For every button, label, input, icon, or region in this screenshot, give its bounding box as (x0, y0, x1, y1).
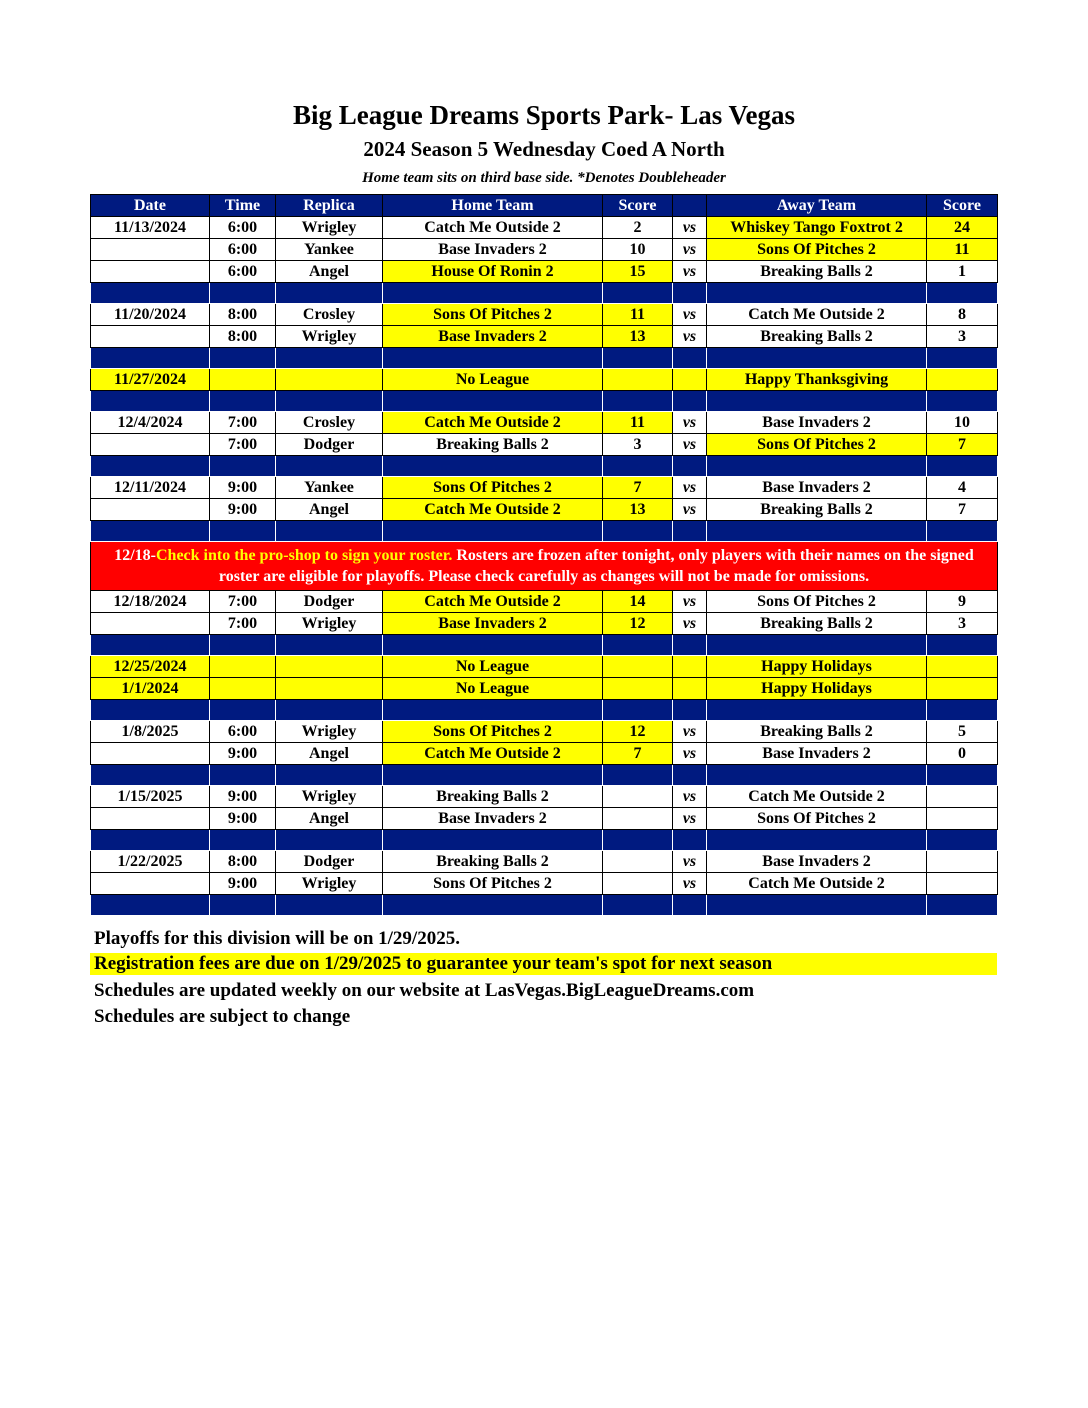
home-team-cell: No League (383, 656, 603, 678)
spacer-row (91, 348, 998, 369)
spacer-cell (707, 348, 927, 369)
spacer-cell (927, 635, 998, 656)
home-team-cell: No League (383, 678, 603, 700)
spacer-cell (603, 391, 673, 412)
home-score-cell (603, 678, 673, 700)
spacer-cell (276, 635, 383, 656)
notice-highlight: Check into the pro-shop to sign your roster. (156, 547, 453, 564)
home-team-cell: Sons Of Pitches 2 (383, 721, 603, 743)
spacer-cell (276, 830, 383, 851)
home-score-cell: 13 (603, 499, 673, 521)
spacer-row (91, 456, 998, 477)
page-title: Big League Dreams Sports Park- Las Vegas (292, 100, 796, 130)
time-cell: 6:00 (210, 721, 276, 743)
spacer-cell (673, 765, 707, 786)
spacer-cell (603, 635, 673, 656)
spacer-cell (91, 521, 210, 542)
date-cell: 1/1/2024 (91, 678, 210, 700)
away-score-cell: 5 (927, 721, 998, 743)
spacer-cell (210, 456, 276, 477)
spacer-cell (673, 521, 707, 542)
date-cell: 11/13/2024 (91, 217, 210, 239)
vs-cell: vs (673, 499, 707, 521)
replica-cell: Angel (276, 808, 383, 830)
home-score-cell (603, 786, 673, 808)
spacer-cell (383, 521, 603, 542)
spacer-cell (673, 456, 707, 477)
spacer-cell (673, 700, 707, 721)
spacer-row (91, 765, 998, 786)
column-header-vs (673, 195, 707, 217)
home-score-cell: 13 (603, 326, 673, 348)
away-score-cell (927, 369, 998, 391)
replica-cell: Crosley (276, 304, 383, 326)
spacer-row (91, 895, 998, 916)
spacer-cell (210, 635, 276, 656)
spacer-cell (927, 700, 998, 721)
date-cell (91, 239, 210, 261)
date-cell: 11/20/2024 (91, 304, 210, 326)
home-team-cell: Catch Me Outside 2 (383, 743, 603, 765)
home-team-cell: House Of Ronin 2 (383, 261, 603, 283)
game-row (91, 499, 998, 521)
home-team-cell: Catch Me Outside 2 (383, 591, 603, 613)
time-cell (210, 369, 276, 391)
away-team-cell: Base Invaders 2 (707, 743, 927, 765)
replica-cell (276, 656, 383, 678)
away-score-cell (927, 873, 998, 895)
spacer-row (91, 830, 998, 851)
spacer-cell (210, 283, 276, 304)
spacer-cell (91, 700, 210, 721)
column-header-home-score: Score (603, 195, 673, 217)
spacer-cell (383, 700, 603, 721)
home-score-cell: 12 (603, 721, 673, 743)
spacer-cell (707, 765, 927, 786)
column-header-date: Date (91, 195, 210, 217)
spacer-cell (91, 895, 210, 916)
time-cell (210, 678, 276, 700)
date-cell (91, 873, 210, 895)
home-team-cell: Breaking Balls 2 (383, 434, 603, 456)
away-team-cell: Whiskey Tango Foxtrot 2 (707, 217, 927, 239)
home-team-cell: Base Invaders 2 (383, 239, 603, 261)
registration-note: Registration fees are due on 1/29/2025 to guarantee your team's spot for next season (90, 953, 997, 975)
vs-cell: vs (673, 217, 707, 239)
vs-cell: vs (673, 851, 707, 873)
vs-cell: vs (673, 808, 707, 830)
spacer-cell (673, 283, 707, 304)
away-team-cell: Sons Of Pitches 2 (707, 434, 927, 456)
away-team-cell: Catch Me Outside 2 (707, 873, 927, 895)
spacer-cell (927, 521, 998, 542)
time-cell (210, 656, 276, 678)
spacer-cell (276, 700, 383, 721)
date-cell: 12/11/2024 (91, 477, 210, 499)
spacer-cell (91, 348, 210, 369)
game-row (91, 743, 998, 765)
away-score-cell (927, 786, 998, 808)
away-team-cell: Breaking Balls 2 (707, 261, 927, 283)
vs-cell: vs (673, 304, 707, 326)
spacer-cell (603, 765, 673, 786)
spacer-cell (707, 830, 927, 851)
away-score-cell: 10 (927, 412, 998, 434)
spacer-cell (383, 635, 603, 656)
away-team-cell: Breaking Balls 2 (707, 326, 927, 348)
spacer-cell (673, 348, 707, 369)
time-cell: 9:00 (210, 873, 276, 895)
game-row (91, 477, 998, 499)
home-score-cell (603, 656, 673, 678)
replica-cell (276, 369, 383, 391)
time-cell: 7:00 (210, 434, 276, 456)
game-row (91, 613, 998, 635)
spacer-cell (91, 456, 210, 477)
away-score-cell (927, 678, 998, 700)
spacer-cell (210, 765, 276, 786)
column-header-home-team: Home Team (383, 195, 603, 217)
roster-notice-row (91, 542, 998, 591)
away-team-cell: Sons Of Pitches 2 (707, 239, 927, 261)
away-score-cell: 0 (927, 743, 998, 765)
home-score-cell: 7 (603, 743, 673, 765)
away-score-cell (927, 656, 998, 678)
time-cell: 9:00 (210, 743, 276, 765)
away-score-cell: 24 (927, 217, 998, 239)
game-row (91, 261, 998, 283)
date-cell (91, 261, 210, 283)
away-team-cell: Sons Of Pitches 2 (707, 591, 927, 613)
vs-cell: vs (673, 261, 707, 283)
away-team-cell: Base Invaders 2 (707, 851, 927, 873)
spacer-cell (603, 283, 673, 304)
date-cell: 1/22/2025 (91, 851, 210, 873)
date-cell (91, 613, 210, 635)
time-cell: 7:00 (210, 412, 276, 434)
replica-cell: Dodger (276, 851, 383, 873)
spacer-cell (707, 521, 927, 542)
home-team-cell: Base Invaders 2 (383, 808, 603, 830)
roster-notice (91, 542, 998, 591)
away-team-cell: Breaking Balls 2 (707, 613, 927, 635)
away-score-cell: 8 (927, 304, 998, 326)
spacer-cell (383, 456, 603, 477)
time-cell: 7:00 (210, 613, 276, 635)
notice-text: Rosters are frozen after tonight, only players with their names on the signed roster are eligible for playoffs. Please check carefully as changes will not be made for omissions. (218, 547, 974, 585)
game-row (91, 591, 998, 613)
schedule-change-note: Schedules are subject to change (94, 1006, 351, 1027)
spacer-cell (707, 635, 927, 656)
home-team-note: Home team sits on third base side. *Denotes Doubleheader (362, 170, 726, 186)
away-team-cell: Catch Me Outside 2 (707, 786, 927, 808)
spacer-cell (383, 283, 603, 304)
vs-cell: vs (673, 434, 707, 456)
column-header-replica: Replica (276, 195, 383, 217)
spacer-cell (210, 391, 276, 412)
away-score-cell (927, 851, 998, 873)
no-league-row (91, 656, 998, 678)
spacer-cell (383, 765, 603, 786)
home-score-cell: 7 (603, 477, 673, 499)
game-row (91, 304, 998, 326)
spacer-cell (210, 895, 276, 916)
replica-cell: Yankee (276, 477, 383, 499)
away-score-cell: 9 (927, 591, 998, 613)
vs-cell: vs (673, 591, 707, 613)
column-header-away-team: Away Team (707, 195, 927, 217)
home-score-cell: 3 (603, 434, 673, 456)
replica-cell: Wrigley (276, 217, 383, 239)
spacer-cell (91, 391, 210, 412)
game-row (91, 412, 998, 434)
spacer-cell (91, 635, 210, 656)
replica-cell: Wrigley (276, 786, 383, 808)
notice-date: 12/18- (114, 547, 156, 564)
spacer-cell (673, 895, 707, 916)
spacer-cell (707, 895, 927, 916)
away-team-cell: Sons Of Pitches 2 (707, 808, 927, 830)
spacer-row (91, 700, 998, 721)
home-score-cell: 2 (603, 217, 673, 239)
spacer-cell (707, 283, 927, 304)
spacer-cell (276, 283, 383, 304)
time-cell: 6:00 (210, 217, 276, 239)
spacer-cell (383, 830, 603, 851)
replica-cell: Angel (276, 261, 383, 283)
spacer-cell (276, 456, 383, 477)
spacer-cell (276, 765, 383, 786)
game-row (91, 873, 998, 895)
replica-cell: Angel (276, 743, 383, 765)
away-team-cell: Happy Holidays (707, 678, 927, 700)
spacer-cell (927, 348, 998, 369)
spacer-cell (673, 391, 707, 412)
game-row (91, 239, 998, 261)
schedule-body (91, 217, 998, 916)
spacer-cell (673, 830, 707, 851)
spacer-cell (210, 700, 276, 721)
vs-cell (673, 678, 707, 700)
date-cell: 1/15/2025 (91, 786, 210, 808)
spacer-cell (276, 348, 383, 369)
spacer-cell (210, 830, 276, 851)
away-score-cell: 7 (927, 434, 998, 456)
time-cell: 9:00 (210, 477, 276, 499)
home-score-cell: 11 (603, 412, 673, 434)
table-header-row (91, 195, 998, 217)
vs-cell: vs (673, 786, 707, 808)
spacer-cell (927, 391, 998, 412)
no-league-row (91, 369, 998, 391)
date-cell (91, 808, 210, 830)
vs-cell: vs (673, 743, 707, 765)
home-score-cell: 11 (603, 304, 673, 326)
home-team-cell: Catch Me Outside 2 (383, 217, 603, 239)
vs-cell: vs (673, 326, 707, 348)
home-score-cell: 12 (603, 613, 673, 635)
spacer-cell (603, 348, 673, 369)
spacer-cell (276, 895, 383, 916)
replica-cell: Wrigley (276, 721, 383, 743)
vs-cell: vs (673, 721, 707, 743)
game-row (91, 326, 998, 348)
spacer-cell (91, 830, 210, 851)
spacer-cell (707, 391, 927, 412)
website-note: Schedules are updated weekly on our website at LasVegas.BigLeagueDreams.com (94, 980, 755, 1001)
spacer-row (91, 521, 998, 542)
spacer-cell (603, 830, 673, 851)
date-cell (91, 499, 210, 521)
time-cell: 9:00 (210, 808, 276, 830)
spacer-cell (383, 348, 603, 369)
spacer-cell (707, 700, 927, 721)
date-cell (91, 434, 210, 456)
game-row (91, 808, 998, 830)
spacer-cell (91, 283, 210, 304)
away-team-cell: Breaking Balls 2 (707, 499, 927, 521)
home-score-cell (603, 873, 673, 895)
vs-cell: vs (673, 412, 707, 434)
spacer-cell (603, 700, 673, 721)
spacer-cell (210, 521, 276, 542)
home-team-cell: Base Invaders 2 (383, 326, 603, 348)
spacer-cell (383, 391, 603, 412)
away-team-cell: Base Invaders 2 (707, 412, 927, 434)
game-row (91, 434, 998, 456)
spacer-row (91, 635, 998, 656)
home-team-cell: Sons Of Pitches 2 (383, 304, 603, 326)
date-cell: 12/18/2024 (91, 591, 210, 613)
column-header-away-score: Score (927, 195, 998, 217)
spacer-cell (603, 456, 673, 477)
spacer-cell (927, 283, 998, 304)
game-row (91, 217, 998, 239)
vs-cell (673, 369, 707, 391)
time-cell: 9:00 (210, 499, 276, 521)
game-row (91, 786, 998, 808)
spacer-cell (603, 521, 673, 542)
away-team-cell: Base Invaders 2 (707, 477, 927, 499)
date-cell: 1/8/2025 (91, 721, 210, 743)
away-team-cell: Breaking Balls 2 (707, 721, 927, 743)
away-score-cell: 3 (927, 613, 998, 635)
replica-cell: Dodger (276, 434, 383, 456)
home-score-cell (603, 808, 673, 830)
vs-cell: vs (673, 477, 707, 499)
home-score-cell (603, 369, 673, 391)
vs-cell: vs (673, 239, 707, 261)
vs-cell: vs (673, 873, 707, 895)
vs-cell: vs (673, 613, 707, 635)
home-team-cell: Breaking Balls 2 (383, 786, 603, 808)
away-score-cell: 3 (927, 326, 998, 348)
replica-cell: Wrigley (276, 873, 383, 895)
spacer-cell (276, 521, 383, 542)
away-team-cell: Catch Me Outside 2 (707, 304, 927, 326)
replica-cell: Dodger (276, 591, 383, 613)
date-cell: 12/4/2024 (91, 412, 210, 434)
game-row (91, 851, 998, 873)
away-score-cell: 7 (927, 499, 998, 521)
page-subtitle: 2024 Season 5 Wednesday Coed A North (363, 137, 725, 161)
time-cell: 7:00 (210, 591, 276, 613)
date-cell (91, 326, 210, 348)
replica-cell: Wrigley (276, 613, 383, 635)
replica-cell: Crosley (276, 412, 383, 434)
spacer-cell (927, 456, 998, 477)
time-cell: 8:00 (210, 851, 276, 873)
spacer-row (91, 391, 998, 412)
away-score-cell: 11 (927, 239, 998, 261)
time-cell: 8:00 (210, 304, 276, 326)
playoffs-note: Playoffs for this division will be on 1/29/2025. (94, 928, 460, 949)
spacer-cell (603, 895, 673, 916)
away-team-cell: Happy Thanksgiving (707, 369, 927, 391)
spacer-cell (927, 830, 998, 851)
replica-cell: Angel (276, 499, 383, 521)
home-team-cell: Breaking Balls 2 (383, 851, 603, 873)
time-cell: 6:00 (210, 261, 276, 283)
no-league-row (91, 678, 998, 700)
vs-cell (673, 656, 707, 678)
spacer-cell (383, 895, 603, 916)
spacer-cell (927, 765, 998, 786)
spacer-cell (91, 765, 210, 786)
home-team-cell: No League (383, 369, 603, 391)
date-cell: 11/27/2024 (91, 369, 210, 391)
away-score-cell (927, 808, 998, 830)
time-cell: 9:00 (210, 786, 276, 808)
away-score-cell: 1 (927, 261, 998, 283)
home-team-cell: Catch Me Outside 2 (383, 499, 603, 521)
home-team-cell: Sons Of Pitches 2 (383, 873, 603, 895)
column-header-time: Time (210, 195, 276, 217)
spacer-row (91, 283, 998, 304)
spacer-cell (707, 456, 927, 477)
game-row (91, 721, 998, 743)
time-cell: 8:00 (210, 326, 276, 348)
spacer-cell (673, 635, 707, 656)
home-score-cell: 10 (603, 239, 673, 261)
home-score-cell: 14 (603, 591, 673, 613)
spacer-cell (276, 391, 383, 412)
away-score-cell: 4 (927, 477, 998, 499)
home-score-cell (603, 851, 673, 873)
date-cell: 12/25/2024 (91, 656, 210, 678)
time-cell: 6:00 (210, 239, 276, 261)
away-team-cell: Happy Holidays (707, 656, 927, 678)
date-cell (91, 743, 210, 765)
home-score-cell: 15 (603, 261, 673, 283)
home-team-cell: Sons Of Pitches 2 (383, 477, 603, 499)
replica-cell (276, 678, 383, 700)
replica-cell: Wrigley (276, 326, 383, 348)
spacer-cell (210, 348, 276, 369)
home-team-cell: Base Invaders 2 (383, 613, 603, 635)
spacer-cell (927, 895, 998, 916)
home-team-cell: Catch Me Outside 2 (383, 412, 603, 434)
schedule-table (90, 194, 998, 916)
replica-cell: Yankee (276, 239, 383, 261)
